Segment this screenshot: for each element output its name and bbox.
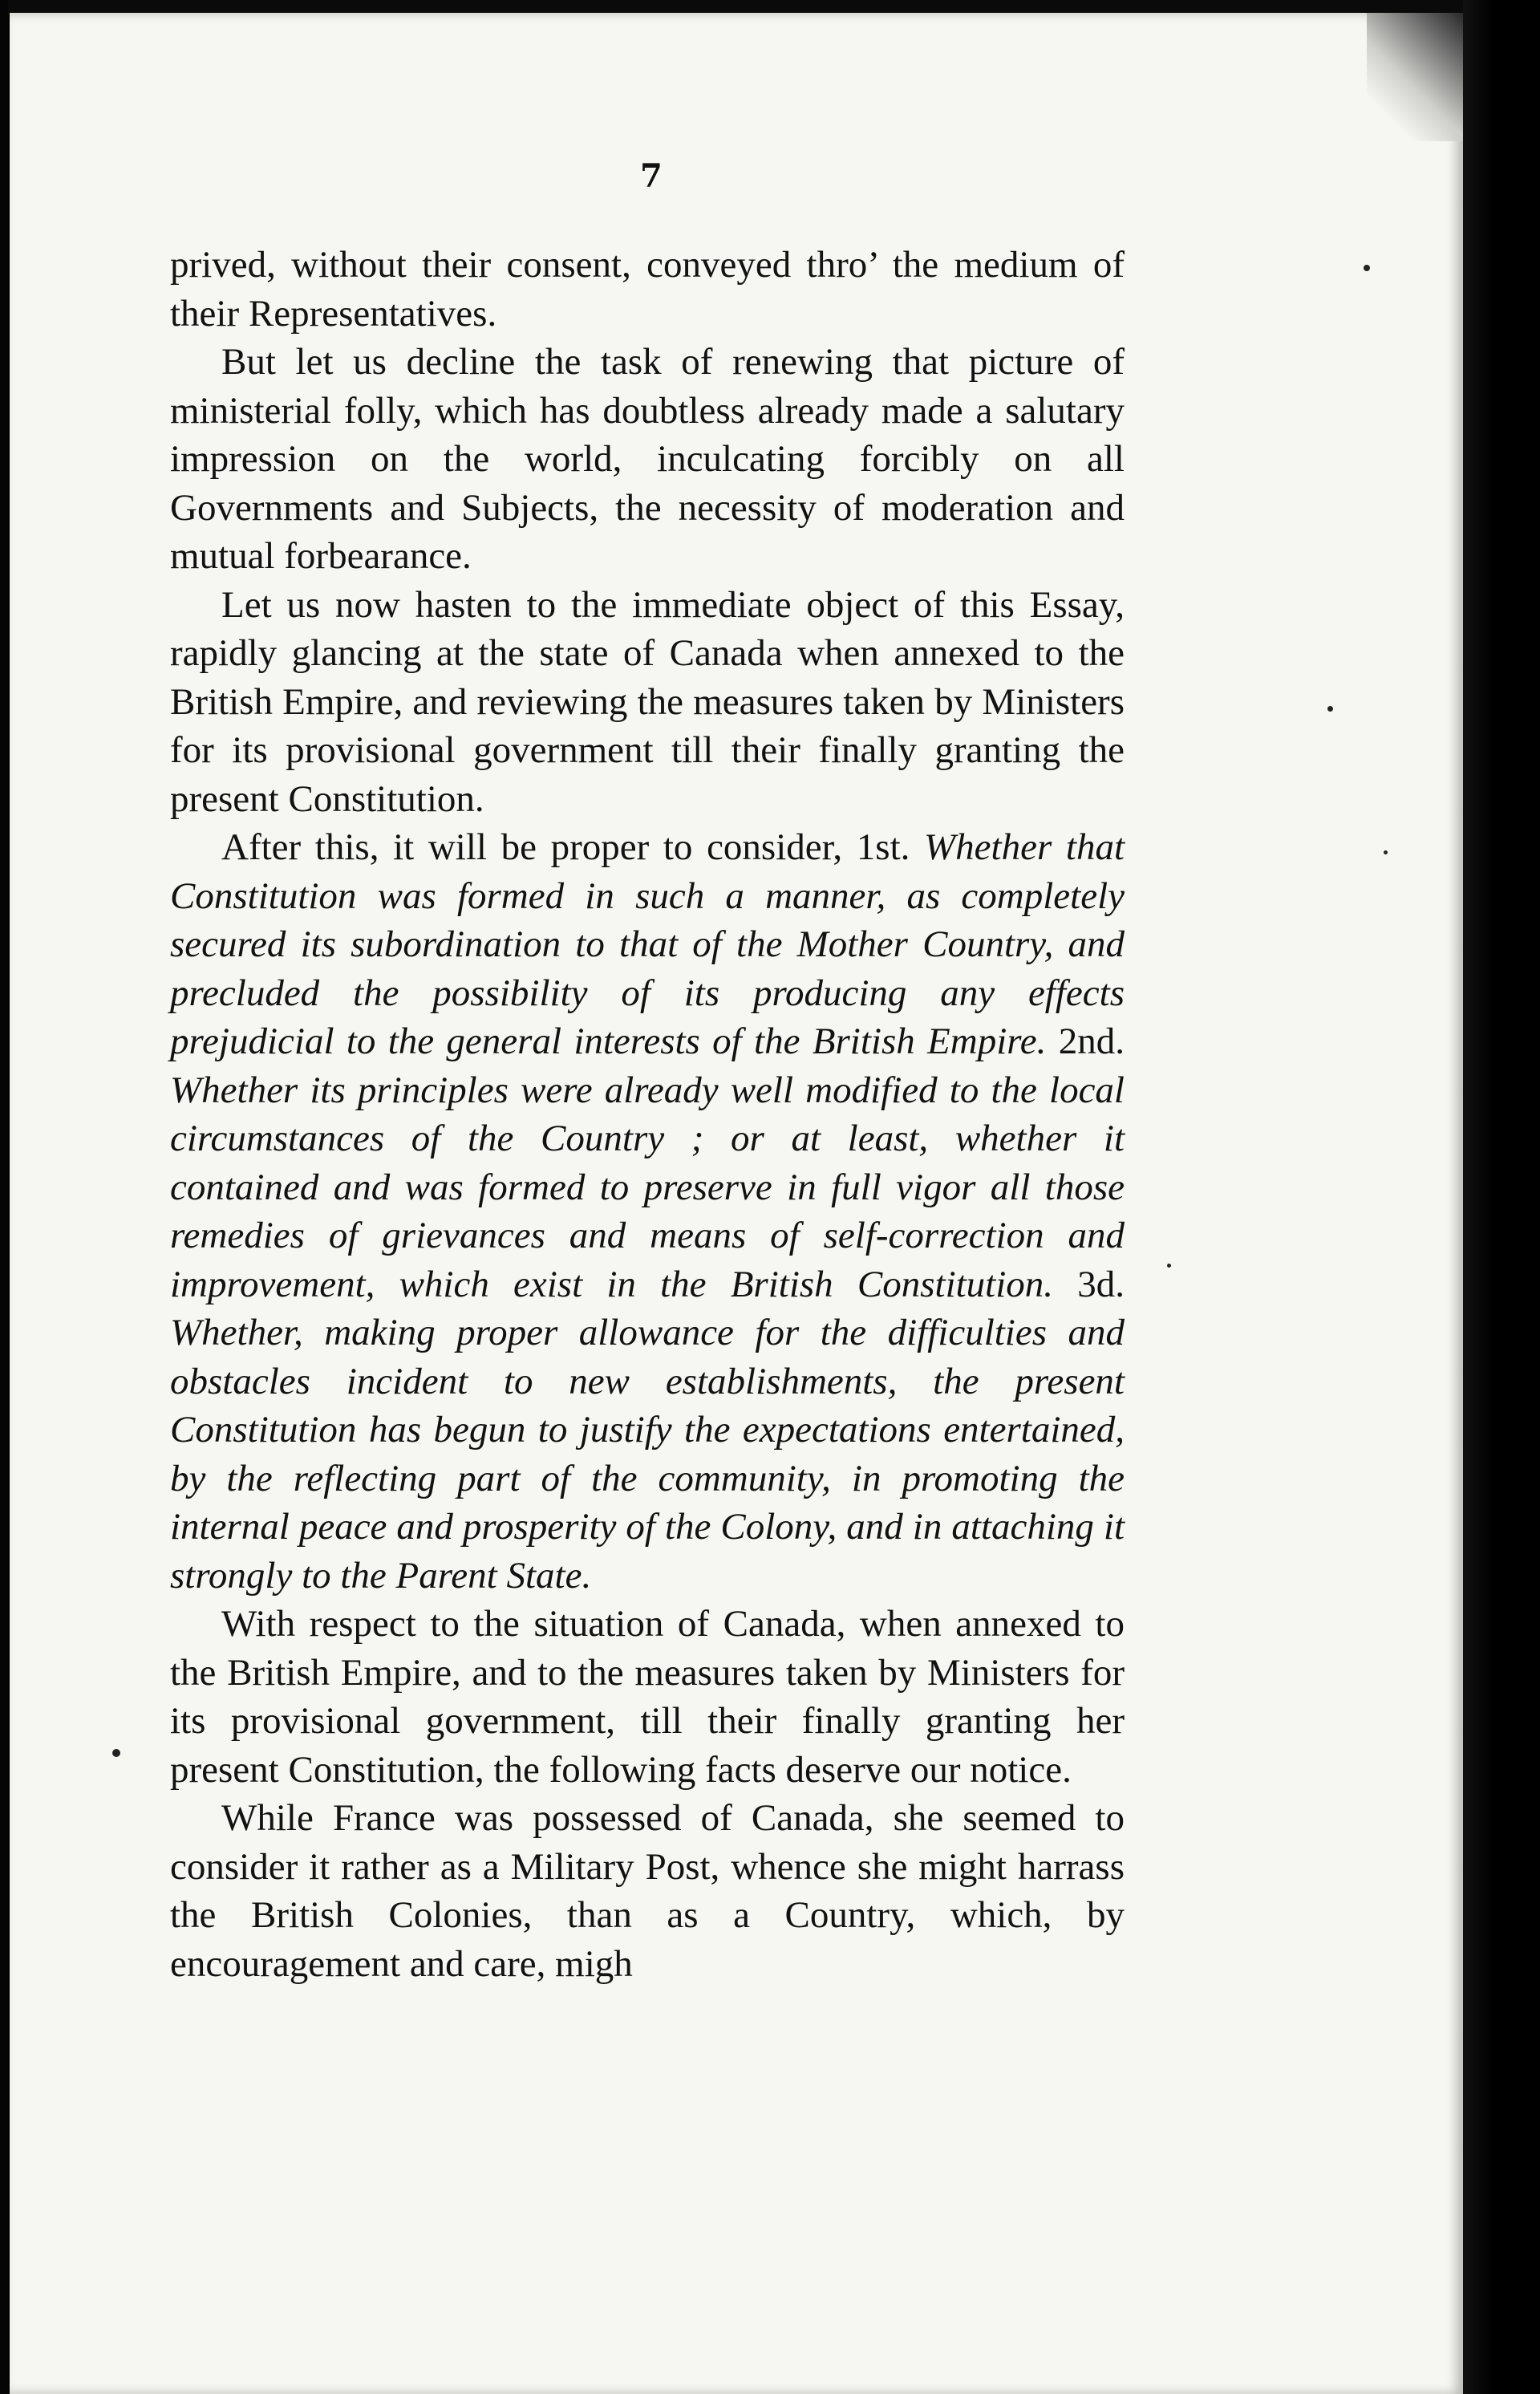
speck-mark xyxy=(1364,265,1370,271)
paragraph-5: With respect to the situation of Canada, when annexed to the British Empire, and to the measures taken by Ministers for its provisional government, till their finally granting her present Constitution, the following facts deserve our notice. xyxy=(170,1603,1125,1791)
paragraph-6: While France was possessed of Canada, she seemed to consider it rather as a Military Post, whence she might harrass the British Colonies, than as a Country, which, by encouragement and care, migh xyxy=(170,1797,1125,1985)
body-text xyxy=(170,241,1125,1988)
paragraph-4 xyxy=(170,823,1125,1600)
page-number: 7 xyxy=(640,157,663,195)
paper-corner-curl xyxy=(1367,13,1463,141)
question-2-number: 2nd. xyxy=(1058,1020,1125,1062)
question-3: Whether, making proper allowance for the difficulties and obstacles incident to new establishments, the present Constitution has begun to justify the expectations entertained, by the reflecting part of the community, in promoting the internal peace and prosperity of the Colony, and in attaching it strongly to the Parent State. xyxy=(170,1312,1125,1597)
paragraph-1: prived, without their consent, conveyed thro’ the medium of their Representatives. xyxy=(170,244,1125,335)
scan-edge-left xyxy=(0,0,8,2394)
scan-edge-right xyxy=(1463,0,1540,2394)
speck-mark xyxy=(1327,706,1333,712)
paragraph-4-lead: After this, it will be proper to consider, 1st. xyxy=(221,826,910,868)
question-2: Whether its principles were already well modified to the local circumstances of the Country ; or at least, whether it contained and was formed to preserve in full vigor all those remedies of grievances and means of self-correction and improvement, which exist in the British Constitution. xyxy=(170,1069,1125,1305)
question-3-number: 3d. xyxy=(1077,1263,1125,1305)
speck-mark xyxy=(1167,1264,1171,1268)
question-1: Whether that Constitution was formed in such a manner, as completely secured its subordination to that of the Mother Country, and precluded the possibility of its producing any effects prejudicial to the general interests of the British Empire. xyxy=(170,826,1125,1062)
paragraph-3: Let us now hasten to the immediate object of this Essay, rapidly glancing at the state of Canada when annexed to the British Empire, and reviewing the measures taken by Ministers for its provisional government till their finally granting the present Constitution. xyxy=(170,583,1125,820)
speck-mark xyxy=(1384,850,1388,854)
speck-mark xyxy=(112,1749,120,1757)
paragraph-2: But let us decline the task of renewing that picture of ministerial folly, which has doubtless already made a salutary impression on the world, inculcating forcibly on all Governments and Subjects, the necessity of moderation and mutual forbearance. xyxy=(170,341,1125,577)
